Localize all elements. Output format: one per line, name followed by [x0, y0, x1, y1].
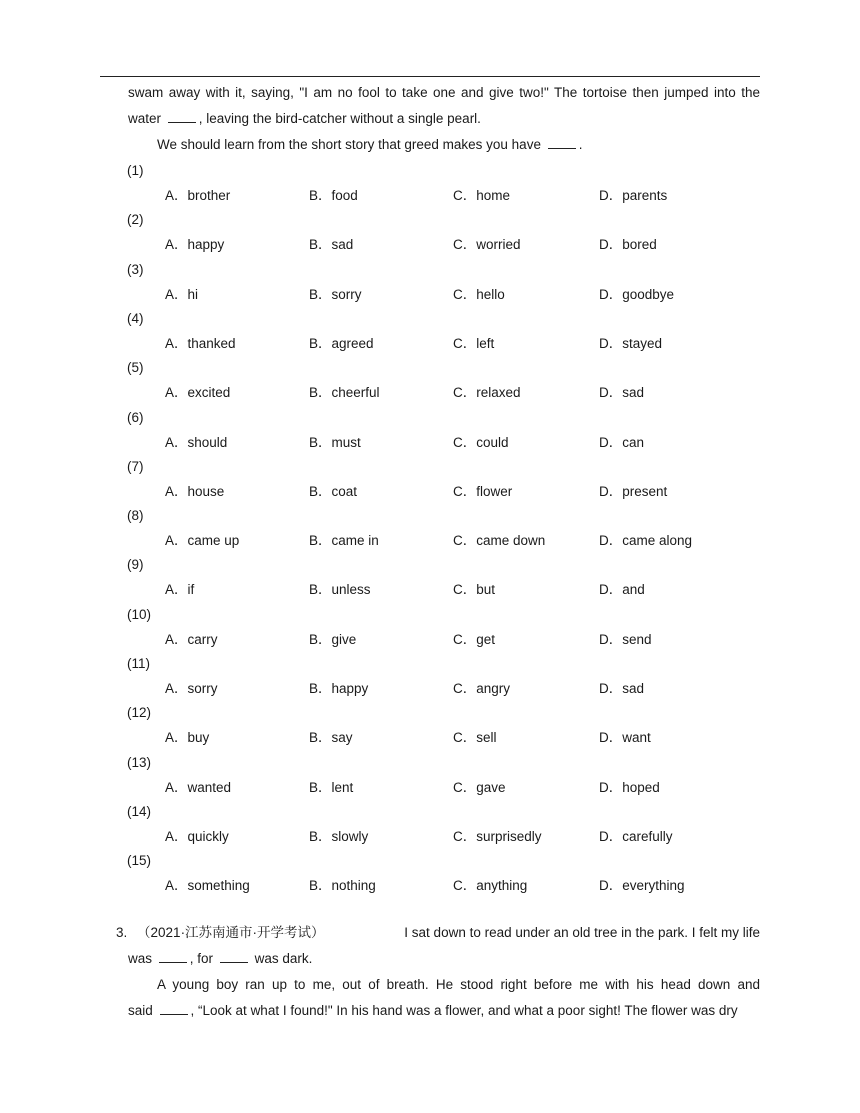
- passage-line: A young boy ran up to me, out of breath. He stood right before me with his head down and: [157, 977, 760, 992]
- question-number: (1): [127, 163, 144, 178]
- question-number: 3.: [116, 925, 128, 940]
- answer-blank: [160, 1001, 188, 1015]
- passage-text: We should learn from the short story that greed makes you have: [157, 137, 541, 152]
- option-c[interactable]: C．worried: [453, 237, 521, 253]
- question-number: (6): [127, 409, 144, 425]
- passage-text: said: [128, 1003, 153, 1018]
- option-d[interactable]: D．bored: [599, 237, 657, 253]
- option-a[interactable]: A．something: [165, 878, 250, 894]
- option-a[interactable]: A．buy: [165, 730, 210, 746]
- option-c[interactable]: C．came down: [453, 533, 546, 549]
- question-number: (15): [127, 853, 152, 869]
- option-d[interactable]: D．carefully: [599, 828, 673, 844]
- option-d[interactable]: D．and: [599, 582, 645, 598]
- header-rule: [100, 76, 760, 77]
- option-c[interactable]: C．sell: [453, 730, 497, 746]
- passage-line: swam away with it, saying, "I am no fool to take one and give two!" The tortoise then jumped into the: [128, 85, 760, 100]
- option-d[interactable]: D．want: [599, 730, 651, 746]
- option-c[interactable]: C．gave: [453, 779, 506, 795]
- option-a[interactable]: A．carry: [165, 631, 218, 647]
- option-a[interactable]: A．wanted: [165, 779, 232, 795]
- option-a[interactable]: A．if: [165, 582, 195, 598]
- question-number: (12): [127, 705, 152, 721]
- option-b[interactable]: B．happy: [309, 681, 369, 696]
- option-a[interactable]: A．house: [165, 483, 225, 499]
- option-d[interactable]: D．can: [599, 434, 645, 450]
- option-b[interactable]: B．unless: [309, 582, 371, 598]
- option-b[interactable]: B．must: [309, 434, 361, 450]
- option-d[interactable]: D．goodbye: [599, 286, 675, 302]
- option-a[interactable]: A．happy: [165, 237, 225, 253]
- option-a[interactable]: A．quickly: [165, 828, 229, 844]
- option-c[interactable]: C．angry: [453, 681, 511, 696]
- option-c[interactable]: C．home: [453, 188, 511, 203]
- option-d[interactable]: D．came along: [599, 533, 693, 549]
- passage-text: , for: [189, 951, 214, 966]
- passage-line: [157, 135, 582, 155]
- question-number: (5): [127, 360, 144, 376]
- option-b[interactable]: B．lent: [309, 779, 354, 795]
- passage-text: was: [128, 951, 153, 966]
- answer-blank: [220, 949, 248, 963]
- section-header-line: [116, 923, 760, 943]
- option-c[interactable]: C．could: [453, 434, 509, 450]
- question-number: (4): [127, 310, 144, 326]
- option-b[interactable]: B．sad: [309, 237, 354, 253]
- option-a[interactable]: A．thanked: [165, 335, 236, 351]
- question-number: (2): [127, 212, 144, 228]
- option-c[interactable]: C．anything: [453, 878, 528, 894]
- answer-blank: [159, 949, 187, 963]
- passage-line: [128, 949, 760, 969]
- option-c[interactable]: C．surprisedly: [453, 828, 542, 844]
- option-b[interactable]: B．say: [309, 730, 353, 746]
- question-number: (8): [127, 508, 144, 524]
- option-d[interactable]: D．hoped: [599, 779, 660, 795]
- option-d[interactable]: D．sad: [599, 681, 645, 696]
- option-b[interactable]: B．food: [309, 188, 358, 203]
- question-number: (3): [127, 261, 144, 277]
- option-c[interactable]: C．relaxed: [453, 385, 521, 401]
- option-d[interactable]: D．everything: [599, 878, 685, 894]
- option-b[interactable]: B．came in: [309, 533, 379, 549]
- question-number: (14): [127, 803, 152, 819]
- answer-blank: [168, 109, 196, 123]
- passage-text: .: [578, 137, 583, 152]
- option-d[interactable]: D．sad: [599, 385, 645, 401]
- option-c[interactable]: C．but: [453, 582, 496, 598]
- option-a[interactable]: A．excited: [165, 385, 231, 401]
- question-number: (13): [127, 754, 152, 770]
- question-number: (7): [127, 458, 144, 474]
- option-c[interactable]: C．hello: [453, 286, 505, 302]
- question-number: (10): [127, 606, 152, 622]
- option-b[interactable]: B．give: [309, 631, 357, 647]
- option-c[interactable]: C．get: [453, 631, 496, 647]
- passage-line: [128, 109, 760, 129]
- option-b[interactable]: B．agreed: [309, 335, 374, 351]
- option-c[interactable]: C．left: [453, 335, 495, 351]
- option-a[interactable]: A．hi: [165, 286, 199, 302]
- question-number: (11): [127, 656, 151, 671]
- passage-text: , leaving the bird-catcher without a single pearl.: [198, 111, 481, 126]
- option-b[interactable]: B．coat: [309, 483, 358, 499]
- passage-line: [128, 1001, 760, 1021]
- answer-blank: [548, 135, 576, 149]
- passage-text: I sat down to read under an old tree in the park. I felt my life: [404, 925, 760, 940]
- option-d[interactable]: D．send: [599, 631, 652, 647]
- option-b[interactable]: B．cheerful: [309, 385, 380, 401]
- option-a[interactable]: A．came up: [165, 533, 240, 549]
- option-d[interactable]: D．present: [599, 483, 668, 499]
- option-b[interactable]: B．sorry: [309, 286, 362, 302]
- option-c[interactable]: C．flower: [453, 483, 513, 499]
- option-a[interactable]: A．should: [165, 434, 228, 450]
- option-d[interactable]: D．parents: [599, 188, 668, 203]
- passage-text: water: [128, 111, 162, 126]
- passage-text: , “Look at what I found!" In his hand was a flower, and what a poor sight! The flower was dry: [190, 1003, 738, 1018]
- option-b[interactable]: B．slowly: [309, 828, 369, 844]
- passage-text: was dark.: [254, 951, 313, 966]
- option-a[interactable]: A．sorry: [165, 681, 218, 696]
- source-tag: （2021·江苏南通市·开学考试）: [137, 925, 325, 940]
- option-b[interactable]: B．nothing: [309, 878, 376, 894]
- question-number: (9): [127, 557, 144, 573]
- option-d[interactable]: D．stayed: [599, 335, 663, 351]
- option-a[interactable]: A．brother: [165, 188, 231, 203]
